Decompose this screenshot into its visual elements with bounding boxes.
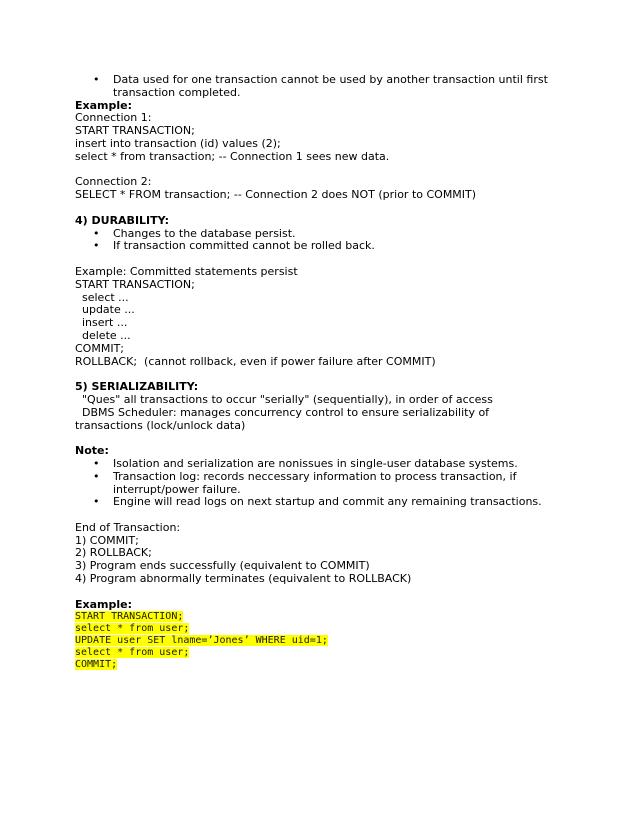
text-line: select * from transaction; -- Connection 1 sees new data. xyxy=(75,149,390,163)
list-item: • Transaction log: records neccessary information to process transaction, if interrupt/power failure. xyxy=(75,471,555,497)
text-line: COMMIT; xyxy=(75,341,124,355)
note-bullet-list xyxy=(75,458,555,509)
text-line: select ... xyxy=(75,290,129,304)
list-item: • Isolation and serialization are nonissues in single-user database systems. xyxy=(75,458,555,471)
text-line: insert ... xyxy=(75,316,128,330)
example-heading: Example: xyxy=(75,98,132,112)
text-line: ROLLBACK; (cannot rollback, even if power failure after COMMIT) xyxy=(75,354,436,368)
list-item: • If transaction committed cannot be rolled back. xyxy=(75,240,555,253)
text-line: delete ... xyxy=(75,328,131,342)
list-item: • Engine will read logs on next startup and commit any remaining transactions. xyxy=(75,496,555,509)
intro-bullet-list xyxy=(75,74,555,100)
note-heading: Note: xyxy=(75,444,109,458)
code-line: select * from user; xyxy=(75,647,190,659)
text-line: insert into transaction (id) values (2); xyxy=(75,136,281,150)
code-block xyxy=(75,611,555,671)
section-heading-durability: 4) DURABILITY: xyxy=(75,213,170,227)
text-line: Connection 2: xyxy=(75,175,152,189)
text-line: "Ques" all transactions to occur "serially" (sequentially), in order of access xyxy=(75,392,493,406)
durability-bullet-list xyxy=(75,228,555,254)
document-page xyxy=(75,74,555,671)
code-line: select * from user; xyxy=(75,623,190,635)
spacer xyxy=(75,202,555,215)
list-item: • Data used for one transaction cannot be used by another transaction until first transaction completed. xyxy=(75,74,555,100)
list-item: • Changes to the database persist. xyxy=(75,228,555,241)
text-line: SELECT * FROM transaction; -- Connection 2 does NOT (prior to COMMIT) xyxy=(75,188,477,202)
text-line: DBMS Scheduler: manages concurrency control to ensure serializability of transactions (lock/unlock data) xyxy=(75,405,493,432)
text-line: Example: Committed statements persist xyxy=(75,264,298,278)
text-line: Connection 1: xyxy=(75,111,152,125)
text-line: update ... xyxy=(75,303,135,317)
text-line: 3) Program ends successfully (equivalent to COMMIT) xyxy=(75,559,370,573)
code-line: COMMIT; xyxy=(75,659,118,671)
text-line: START TRANSACTION; xyxy=(75,124,195,138)
text-line: 4) Program abnormally terminates (equivalent to ROLLBACK) xyxy=(75,572,412,586)
code-line: START TRANSACTION; xyxy=(75,611,184,623)
section-heading-serializability: 5) SERIALIZABILITY: xyxy=(75,380,199,394)
text-line: 2) ROLLBACK; xyxy=(75,546,152,560)
spacer xyxy=(75,586,555,599)
spacer xyxy=(75,509,555,522)
text-line: START TRANSACTION; xyxy=(75,277,195,291)
text-line: End of Transaction: xyxy=(75,520,181,534)
spacer xyxy=(75,432,555,445)
code-line: UPDATE user SET lname=’Jones’ WHERE uid=1; xyxy=(75,635,328,647)
example-heading: Example: xyxy=(75,597,132,611)
text-line: 1) COMMIT; xyxy=(75,533,139,547)
